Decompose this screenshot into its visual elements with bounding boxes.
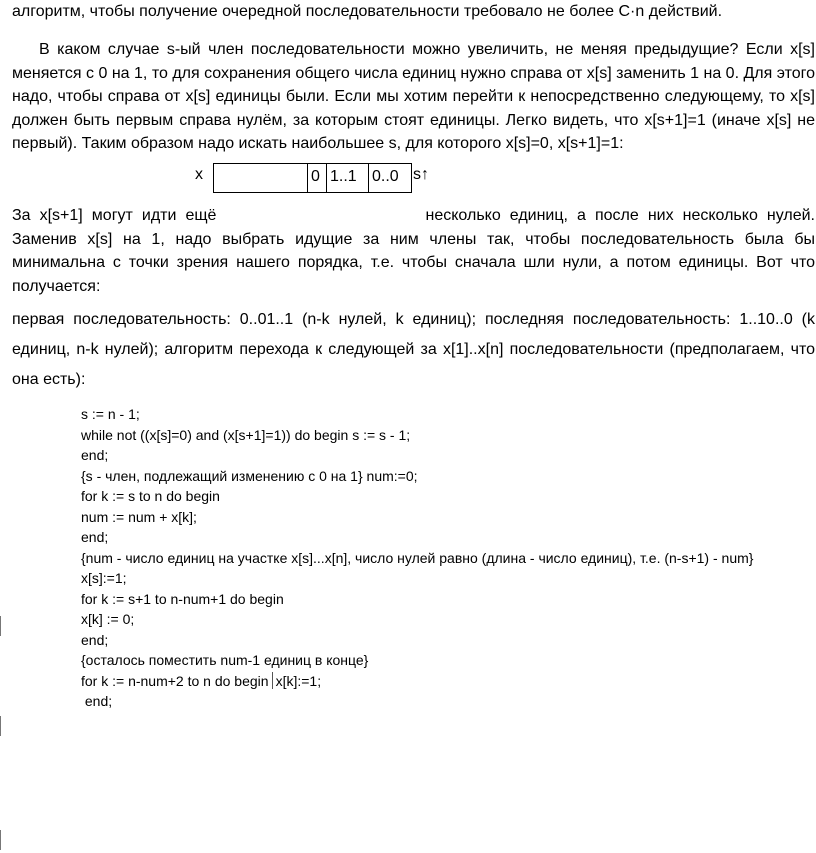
- paragraph-intro: алгоритм, чтобы получение очередной последовательности требовало не более C·n действий.: [12, 3, 723, 20]
- code-line: end;: [81, 631, 109, 648]
- code-line: s := n - 1;: [81, 406, 140, 422]
- code-line: {осталось поместить num-1 единиц в конце}: [81, 652, 369, 668]
- diagram-cell-zeros: 0..0: [368, 164, 411, 192]
- diagram-cell-prefix: [214, 164, 307, 192]
- diagram-cell-zero: 0: [307, 164, 326, 192]
- diagram-cell-ones: 1..1: [326, 164, 368, 192]
- code-line: for k := s to n do begin: [81, 488, 220, 504]
- paragraph-continuation: [12, 204, 815, 298]
- code-line: {num - число единиц на участке x[s]...x[n], число нулей равно (длина - число единиц), т.е. (n-s+1) - num}: [81, 549, 754, 566]
- code-line: end;: [81, 529, 109, 545]
- code-line: end;: [81, 447, 109, 463]
- text-cursor-mark: [272, 672, 273, 689]
- edge-marker: [0, 830, 1, 850]
- paragraph-explanation: В каком случае s-ый член последовательности можно увеличить, не меняя предыдущие? Если x[s] меняется с 0 на 1, то для сохранения общего числа единиц нужно справа от x[s] заменить 1 на 0. Для этого надо, чтобы справа от x[s] единицы были. Если мы хотим перейти к непосредственно следующему, то x[s] должен быть первым справа нулём, за которым стоят единицы. Легко видеть, что x[s+1]=1 (иначе x[s] не первый). Таким образом надо искать наибольшее s, для которого x[s]=0, x[s+1]=1:: [12, 41, 815, 152]
- paragraph-continuation-rest: несколько единиц, а после них несколько нулей. Заменив x[s] на 1, надо выбрать идущие за ним члены так, чтобы последовательность была бы минимальна с точки зрения нашего порядка, т.е. чтобы сначала шли нули, а потом единицы. Вот что получается:: [12, 207, 815, 295]
- code-line-part: for k := n-num+2 to n do begin: [81, 672, 269, 689]
- edge-marker: [0, 616, 1, 636]
- code-line: x[k] := 0;: [81, 611, 135, 627]
- diagram-cells: [213, 163, 412, 193]
- code-line: {s - член, подлежащий изменению с 0 на 1} num:=0;: [81, 467, 418, 484]
- algorithm-code: [81, 404, 753, 712]
- edge-marker: [0, 716, 1, 736]
- code-line: x[s]:=1;: [81, 570, 127, 586]
- code-line: for k := s+1 to n-num+1 do begin: [81, 590, 284, 607]
- paragraph-continuation-start: За x[s+1] могут идти ещё: [12, 207, 217, 224]
- code-line: [81, 671, 753, 692]
- code-line-part: x[k]:=1;: [275, 672, 322, 689]
- code-line: num := num + x[k];: [81, 508, 197, 525]
- paragraph-sequences: первая последовательность: 0..01..1 (n-k нулей, k единиц); последняя последовательность: 1..10..0 (k единиц, n-k нулей); алгоритм перехода к следующей за x[1]..x[n] последовательности (предполагаем, что она есть):: [12, 311, 815, 388]
- diagram-x-label: x: [195, 166, 203, 183]
- code-line: while not ((x[s]=0) and (x[s+1]=1)) do begin s := s - 1;: [81, 426, 411, 443]
- diagram-s-pointer: s↑: [413, 166, 429, 183]
- code-line: end;: [81, 693, 113, 709]
